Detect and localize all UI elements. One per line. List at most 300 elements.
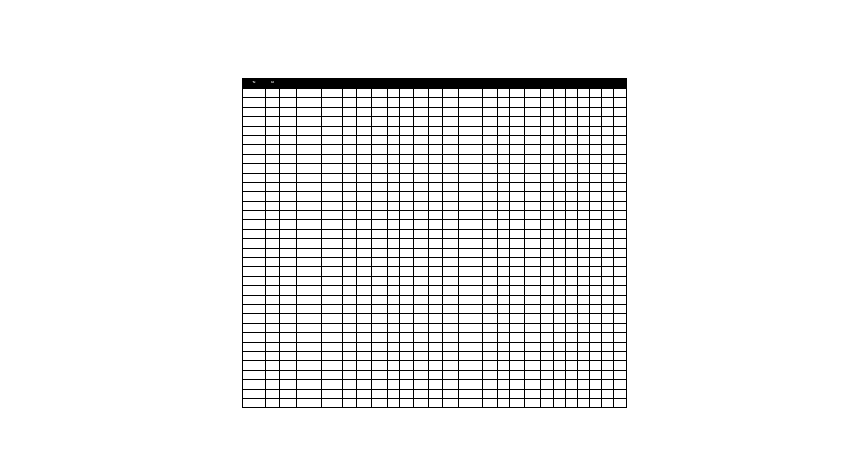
table-cell[interactable] (388, 173, 400, 182)
table-cell[interactable] (280, 389, 297, 398)
table-cell[interactable] (443, 154, 459, 163)
table-cell[interactable] (590, 192, 602, 201)
table-cell[interactable] (429, 267, 443, 276)
table-cell[interactable] (614, 229, 627, 238)
table-cell[interactable] (388, 117, 400, 126)
table-cell[interactable] (525, 342, 541, 351)
table-cell[interactable] (541, 182, 554, 191)
table-cell[interactable] (372, 126, 388, 135)
table-cell[interactable] (280, 173, 297, 182)
table-cell[interactable] (578, 398, 590, 407)
table-cell[interactable] (443, 192, 459, 201)
table-cell[interactable] (388, 351, 400, 360)
table-cell[interactable] (510, 182, 525, 191)
table-cell[interactable] (510, 314, 525, 323)
table-cell[interactable] (414, 276, 429, 285)
table-cell[interactable] (498, 211, 510, 220)
table-cell[interactable] (459, 342, 483, 351)
table-cell[interactable] (578, 192, 590, 201)
table-cell[interactable] (429, 126, 443, 135)
table-cell[interactable] (498, 248, 510, 257)
table-cell[interactable] (554, 154, 566, 163)
table-cell[interactable] (554, 389, 566, 398)
table-cell[interactable] (443, 295, 459, 304)
table-cell[interactable] (297, 229, 322, 238)
table-cell[interactable] (322, 239, 343, 248)
table-cell[interactable] (429, 182, 443, 191)
table-cell[interactable] (343, 258, 357, 267)
table-cell[interactable] (459, 333, 483, 342)
table-cell[interactable] (578, 117, 590, 126)
table-cell[interactable] (414, 98, 429, 107)
table-cell[interactable] (554, 323, 566, 332)
table-cell[interactable] (541, 117, 554, 126)
table-cell[interactable] (590, 258, 602, 267)
table-cell[interactable] (614, 164, 627, 173)
table-cell[interactable] (614, 286, 627, 295)
table-cell[interactable] (510, 267, 525, 276)
table-cell[interactable] (602, 333, 614, 342)
table-cell[interactable] (243, 192, 266, 201)
table-cell[interactable] (541, 267, 554, 276)
table-cell[interactable] (541, 89, 554, 98)
table-cell[interactable] (614, 145, 627, 154)
table-cell[interactable] (459, 248, 483, 257)
table-cell[interactable] (483, 182, 498, 191)
column-header[interactable] (388, 79, 400, 89)
column-header[interactable] (614, 79, 627, 89)
table-cell[interactable] (554, 276, 566, 285)
table-cell[interactable] (343, 154, 357, 163)
table-cell[interactable] (343, 117, 357, 126)
table-cell[interactable] (541, 361, 554, 370)
table-cell[interactable] (266, 351, 280, 360)
table-cell[interactable] (483, 351, 498, 360)
table-cell[interactable] (266, 192, 280, 201)
table-cell[interactable] (498, 314, 510, 323)
table-cell[interactable] (483, 135, 498, 144)
table-cell[interactable] (554, 380, 566, 389)
table-cell[interactable] (590, 295, 602, 304)
table-cell[interactable] (400, 173, 414, 182)
table-cell[interactable] (498, 361, 510, 370)
table-cell[interactable] (566, 295, 578, 304)
table-cell[interactable] (443, 286, 459, 295)
table-cell[interactable] (554, 361, 566, 370)
table-cell[interactable] (602, 239, 614, 248)
table-cell[interactable] (343, 286, 357, 295)
table-cell[interactable] (443, 182, 459, 191)
table-cell[interactable] (578, 201, 590, 210)
table-cell[interactable] (483, 239, 498, 248)
table-cell[interactable] (590, 304, 602, 313)
table-cell[interactable] (429, 135, 443, 144)
table-cell[interactable] (614, 192, 627, 201)
table-cell[interactable] (429, 211, 443, 220)
table-cell[interactable] (510, 370, 525, 379)
table-cell[interactable] (614, 295, 627, 304)
table-cell[interactable] (322, 220, 343, 229)
table-cell[interactable] (554, 201, 566, 210)
table-cell[interactable] (343, 304, 357, 313)
table-cell[interactable] (614, 314, 627, 323)
table-cell[interactable] (266, 295, 280, 304)
table-cell[interactable] (541, 398, 554, 407)
table-cell[interactable] (525, 276, 541, 285)
table-cell[interactable] (443, 201, 459, 210)
table-cell[interactable] (343, 211, 357, 220)
column-header[interactable] (343, 79, 357, 89)
table-cell[interactable] (566, 380, 578, 389)
table-cell[interactable] (266, 182, 280, 191)
table-cell[interactable] (602, 117, 614, 126)
table-cell[interactable] (280, 98, 297, 107)
table-cell[interactable] (614, 342, 627, 351)
table-cell[interactable] (541, 229, 554, 238)
table-cell[interactable] (343, 126, 357, 135)
table-cell[interactable] (243, 117, 266, 126)
table-cell[interactable] (266, 333, 280, 342)
table-cell[interactable] (443, 323, 459, 332)
table-cell[interactable] (357, 220, 372, 229)
table-cell[interactable] (602, 258, 614, 267)
table-cell[interactable] (510, 220, 525, 229)
table-cell[interactable] (280, 117, 297, 126)
table-cell[interactable] (372, 98, 388, 107)
table-cell[interactable] (590, 135, 602, 144)
column-header[interactable]: Tx (243, 79, 266, 89)
table-cell[interactable] (554, 342, 566, 351)
table-cell[interactable] (266, 145, 280, 154)
table-cell[interactable] (498, 267, 510, 276)
table-cell[interactable] (280, 229, 297, 238)
table-cell[interactable] (280, 126, 297, 135)
table-cell[interactable] (510, 145, 525, 154)
column-header[interactable] (525, 79, 541, 89)
table-cell[interactable] (357, 267, 372, 276)
table-cell[interactable] (566, 98, 578, 107)
table-cell[interactable] (554, 135, 566, 144)
table-cell[interactable] (510, 201, 525, 210)
table-cell[interactable] (459, 258, 483, 267)
table-cell[interactable] (322, 351, 343, 360)
table-cell[interactable] (566, 258, 578, 267)
table-cell[interactable] (280, 248, 297, 257)
table-cell[interactable] (459, 98, 483, 107)
table-cell[interactable] (297, 126, 322, 135)
table-cell[interactable] (322, 192, 343, 201)
table-cell[interactable] (266, 389, 280, 398)
table-cell[interactable] (414, 314, 429, 323)
table-cell[interactable] (429, 98, 443, 107)
table-cell[interactable] (443, 267, 459, 276)
table-cell[interactable] (578, 258, 590, 267)
table-cell[interactable] (614, 267, 627, 276)
table-cell[interactable] (443, 107, 459, 116)
table-cell[interactable] (400, 107, 414, 116)
table-cell[interactable] (566, 248, 578, 257)
table-cell[interactable] (483, 164, 498, 173)
table-cell[interactable] (443, 126, 459, 135)
table-cell[interactable] (554, 182, 566, 191)
table-cell[interactable] (554, 267, 566, 276)
table-cell[interactable] (510, 398, 525, 407)
table-cell[interactable] (243, 220, 266, 229)
table-cell[interactable] (372, 107, 388, 116)
table-cell[interactable] (554, 126, 566, 135)
table-cell[interactable] (590, 201, 602, 210)
table-cell[interactable] (414, 173, 429, 182)
table-cell[interactable] (429, 314, 443, 323)
table-cell[interactable] (459, 220, 483, 229)
table-cell[interactable] (483, 126, 498, 135)
table-cell[interactable] (297, 98, 322, 107)
column-header[interactable] (578, 79, 590, 89)
table-cell[interactable] (525, 89, 541, 98)
table-cell[interactable] (443, 220, 459, 229)
table-cell[interactable] (322, 276, 343, 285)
table-cell[interactable] (343, 145, 357, 154)
table-cell[interactable] (343, 164, 357, 173)
table-cell[interactable] (297, 304, 322, 313)
table-cell[interactable] (443, 380, 459, 389)
table-cell[interactable] (541, 276, 554, 285)
table-cell[interactable] (578, 389, 590, 398)
table-cell[interactable] (388, 370, 400, 379)
table-cell[interactable] (357, 173, 372, 182)
table-cell[interactable] (590, 333, 602, 342)
table-cell[interactable] (541, 211, 554, 220)
table-cell[interactable] (266, 107, 280, 116)
table-cell[interactable] (297, 333, 322, 342)
table-cell[interactable] (614, 201, 627, 210)
table-cell[interactable] (297, 135, 322, 144)
table-cell[interactable] (602, 182, 614, 191)
table-cell[interactable] (400, 286, 414, 295)
table-cell[interactable] (578, 276, 590, 285)
table-cell[interactable] (541, 145, 554, 154)
table-cell[interactable] (614, 389, 627, 398)
table-cell[interactable] (578, 239, 590, 248)
table-cell[interactable] (429, 164, 443, 173)
table-cell[interactable] (414, 192, 429, 201)
table-cell[interactable] (483, 398, 498, 407)
table-cell[interactable] (414, 182, 429, 191)
table-cell[interactable] (280, 201, 297, 210)
table-cell[interactable] (566, 192, 578, 201)
table-cell[interactable] (400, 380, 414, 389)
table-cell[interactable] (590, 351, 602, 360)
table-cell[interactable] (483, 220, 498, 229)
table-cell[interactable] (590, 389, 602, 398)
table-cell[interactable] (243, 295, 266, 304)
table-cell[interactable] (498, 173, 510, 182)
table-cell[interactable] (372, 276, 388, 285)
table-cell[interactable] (483, 201, 498, 210)
table-cell[interactable] (280, 370, 297, 379)
table-cell[interactable] (578, 145, 590, 154)
table-cell[interactable] (280, 220, 297, 229)
table-cell[interactable] (388, 220, 400, 229)
table-cell[interactable] (280, 286, 297, 295)
table-cell[interactable] (590, 182, 602, 191)
table-cell[interactable] (388, 323, 400, 332)
table-cell[interactable] (525, 98, 541, 107)
table-cell[interactable] (388, 295, 400, 304)
table-cell[interactable] (372, 361, 388, 370)
table-cell[interactable] (266, 398, 280, 407)
table-cell[interactable] (459, 370, 483, 379)
table-cell[interactable] (578, 89, 590, 98)
table-cell[interactable] (483, 117, 498, 126)
table-cell[interactable] (280, 323, 297, 332)
column-header[interactable] (400, 79, 414, 89)
table-cell[interactable] (243, 276, 266, 285)
table-cell[interactable] (566, 361, 578, 370)
table-cell[interactable] (388, 192, 400, 201)
table-cell[interactable] (266, 220, 280, 229)
table-cell[interactable] (297, 286, 322, 295)
table-cell[interactable] (343, 192, 357, 201)
table-cell[interactable] (400, 295, 414, 304)
table-cell[interactable] (602, 135, 614, 144)
table-cell[interactable] (590, 380, 602, 389)
table-cell[interactable] (322, 286, 343, 295)
table-cell[interactable] (429, 201, 443, 210)
table-cell[interactable] (343, 342, 357, 351)
table-cell[interactable] (343, 182, 357, 191)
table-cell[interactable] (541, 173, 554, 182)
table-cell[interactable] (429, 333, 443, 342)
table-cell[interactable] (498, 333, 510, 342)
table-cell[interactable] (280, 314, 297, 323)
table-cell[interactable] (280, 239, 297, 248)
table-cell[interactable] (297, 182, 322, 191)
table-cell[interactable] (297, 239, 322, 248)
table-cell[interactable] (459, 323, 483, 332)
table-cell[interactable] (443, 389, 459, 398)
table-cell[interactable] (400, 333, 414, 342)
table-cell[interactable] (343, 201, 357, 210)
table-cell[interactable] (429, 295, 443, 304)
table-cell[interactable] (554, 98, 566, 107)
table-cell[interactable] (429, 276, 443, 285)
table-cell[interactable] (566, 126, 578, 135)
table-cell[interactable] (266, 239, 280, 248)
table-cell[interactable] (266, 229, 280, 238)
table-cell[interactable] (388, 286, 400, 295)
table-cell[interactable] (578, 107, 590, 116)
table-cell[interactable] (443, 145, 459, 154)
table-cell[interactable] (322, 98, 343, 107)
table-cell[interactable] (525, 286, 541, 295)
table-cell[interactable] (243, 370, 266, 379)
table-cell[interactable] (322, 361, 343, 370)
table-cell[interactable] (602, 164, 614, 173)
table-cell[interactable] (372, 239, 388, 248)
table-cell[interactable] (388, 154, 400, 163)
table-cell[interactable] (459, 304, 483, 313)
table-cell[interactable] (525, 323, 541, 332)
table-cell[interactable] (590, 342, 602, 351)
table-cell[interactable] (280, 276, 297, 285)
table-cell[interactable] (322, 258, 343, 267)
table-cell[interactable] (510, 107, 525, 116)
table-cell[interactable] (372, 211, 388, 220)
table-cell[interactable] (541, 248, 554, 257)
table-cell[interactable] (243, 126, 266, 135)
column-header[interactable] (510, 79, 525, 89)
table-cell[interactable] (510, 173, 525, 182)
table-cell[interactable] (266, 201, 280, 210)
table-cell[interactable] (372, 286, 388, 295)
table-cell[interactable] (483, 295, 498, 304)
table-cell[interactable] (614, 182, 627, 191)
table-cell[interactable] (297, 89, 322, 98)
table-cell[interactable] (343, 276, 357, 285)
table-cell[interactable] (443, 135, 459, 144)
table-cell[interactable] (243, 361, 266, 370)
table-cell[interactable] (357, 248, 372, 257)
table-cell[interactable] (614, 154, 627, 163)
table-cell[interactable] (483, 333, 498, 342)
table-cell[interactable] (343, 295, 357, 304)
table-cell[interactable] (578, 333, 590, 342)
table-cell[interactable] (388, 314, 400, 323)
table-cell[interactable] (388, 267, 400, 276)
table-cell[interactable] (590, 98, 602, 107)
table-cell[interactable] (357, 182, 372, 191)
table-cell[interactable] (243, 258, 266, 267)
table-cell[interactable] (578, 314, 590, 323)
table-cell[interactable] (614, 220, 627, 229)
table-cell[interactable] (578, 361, 590, 370)
table-cell[interactable] (590, 361, 602, 370)
table-cell[interactable] (400, 314, 414, 323)
table-cell[interactable] (510, 333, 525, 342)
table-cell[interactable] (357, 361, 372, 370)
table-cell[interactable] (388, 239, 400, 248)
table-cell[interactable] (510, 389, 525, 398)
table-cell[interactable] (388, 126, 400, 135)
table-cell[interactable] (243, 398, 266, 407)
table-cell[interactable] (566, 267, 578, 276)
table-cell[interactable] (372, 89, 388, 98)
table-cell[interactable] (541, 126, 554, 135)
table-cell[interactable] (602, 201, 614, 210)
table-cell[interactable] (566, 276, 578, 285)
table-cell[interactable] (614, 239, 627, 248)
table-cell[interactable] (498, 182, 510, 191)
table-cell[interactable] (357, 295, 372, 304)
table-cell[interactable] (554, 370, 566, 379)
table-cell[interactable] (614, 173, 627, 182)
table-cell[interactable] (322, 229, 343, 238)
table-cell[interactable] (614, 258, 627, 267)
table-cell[interactable] (483, 211, 498, 220)
table-cell[interactable] (243, 286, 266, 295)
table-cell[interactable] (443, 248, 459, 257)
table-cell[interactable] (280, 267, 297, 276)
table-cell[interactable] (322, 154, 343, 163)
table-cell[interactable] (602, 370, 614, 379)
table-cell[interactable] (483, 173, 498, 182)
table-cell[interactable] (372, 192, 388, 201)
table-cell[interactable] (483, 342, 498, 351)
table-cell[interactable] (280, 295, 297, 304)
table-cell[interactable] (243, 304, 266, 313)
table-cell[interactable] (602, 126, 614, 135)
